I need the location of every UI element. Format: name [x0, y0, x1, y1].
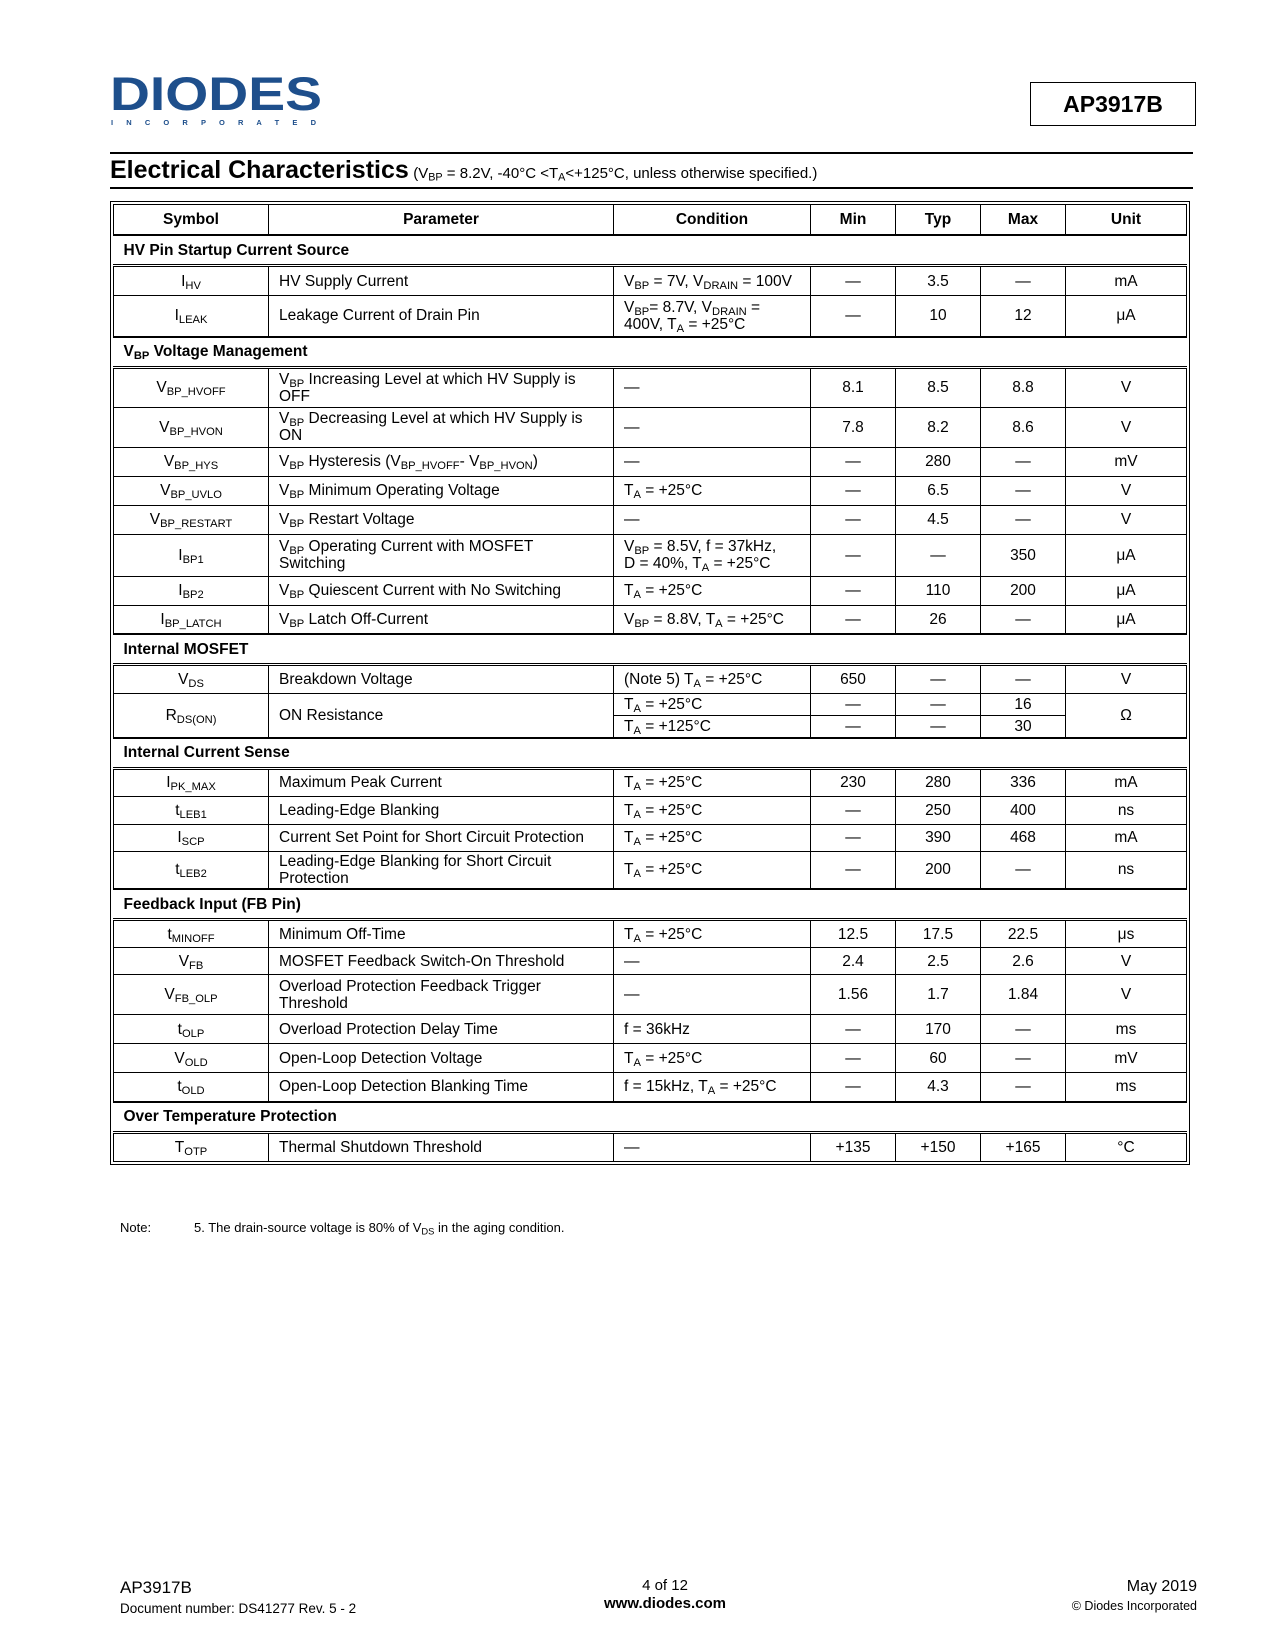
cell-unit: ms — [1066, 1015, 1187, 1044]
cell-min: — — [811, 1015, 896, 1044]
part-number-box — [1030, 82, 1196, 126]
header-typ: Typ — [896, 205, 981, 236]
table-row — [114, 576, 1187, 605]
cell-parameter: HV Supply Current — [269, 266, 614, 296]
cell-parameter: $V_{BP}$ Restart Voltage — [269, 505, 614, 534]
cell-symbol: $I_{BP2}$ — [114, 576, 269, 605]
cell-max: 1.84 — [981, 975, 1066, 1015]
cell-symbol: $t_{OLD}$ — [114, 1073, 269, 1102]
cell-typ: 8.5 — [896, 367, 981, 407]
table-row — [114, 948, 1187, 975]
table-row — [114, 824, 1187, 851]
cell-symbol: $I_{HV}$ — [114, 266, 269, 296]
cell-typ: 4.5 — [896, 505, 981, 534]
cell-typ: — — [896, 665, 981, 694]
table-row — [114, 694, 1187, 716]
cell-unit: V — [1066, 975, 1187, 1015]
cell-condition: — — [614, 447, 811, 476]
cell-min: +135 — [811, 1132, 896, 1161]
cell-parameter: $V_{BP}$ Decreasing Level at which HV Supply is ON — [269, 407, 614, 447]
cell-condition: $V_{BP} = 8.5V$, f = 37kHz, D = 40%, $T_A = +25^\circ C$ — [614, 534, 811, 576]
cell-parameter: Thermal Shutdown Threshold — [269, 1132, 614, 1161]
cell-symbol: $V_{BP\_UVLO}$ — [114, 476, 269, 505]
cell-min: 7.8 — [811, 407, 896, 447]
cell-symbol: $t_{OLP}$ — [114, 1015, 269, 1044]
cell-condition: f = 15kHz, $T_A = +25^\circ C$ — [614, 1073, 811, 1102]
cell-max: — — [981, 505, 1066, 534]
cell-condition: — — [614, 367, 811, 407]
group-feedback-input — [114, 889, 1187, 920]
cell-min: — — [811, 476, 896, 505]
cell-parameter: Open-Loop Detection Blanking Time — [269, 1073, 614, 1102]
cell-unit: V — [1066, 407, 1187, 447]
cell-parameter: $V_{BP}$ Quiescent Current with No Switching — [269, 576, 614, 605]
table-row — [114, 605, 1187, 634]
cell-min: — — [811, 1073, 896, 1102]
footer-doc-number: Document number: DS41277 Rev. 5 - 2 — [120, 1601, 357, 1616]
cell-typ: 200 — [896, 851, 981, 889]
table-row — [114, 447, 1187, 476]
section-conditions: ($V_{BP} = 8.2V$, $-40^\circ C <T_A<+125^\circ C$, unless otherwise specified.) — [413, 165, 818, 184]
footer-url[interactable]: www.diodes.com — [604, 1595, 726, 1612]
cell-min: — — [811, 505, 896, 534]
header-rule-bottom — [110, 187, 1193, 189]
cell-condition: $T_A = +25^\circ C$ — [614, 768, 811, 796]
cell-unit: V — [1066, 948, 1187, 975]
cell-min: — — [811, 576, 896, 605]
cell-condition: $T_A = +25^\circ C$ — [614, 920, 811, 948]
cell-unit: mV — [1066, 1044, 1187, 1073]
cell-parameter: Overload Protection Delay Time — [269, 1015, 614, 1044]
logo-wordmark: DIODES — [110, 70, 322, 120]
cell-min: — — [811, 824, 896, 851]
header-symbol: Symbol — [114, 205, 269, 236]
cell-typ: 4.3 — [896, 1073, 981, 1102]
group-label: Internal MOSFET — [114, 634, 1187, 665]
cell-unit: ns — [1066, 796, 1187, 824]
cell-condition: $T_A = +25^\circ C$ — [614, 851, 811, 889]
cell-max: — — [981, 476, 1066, 505]
cell-typ: 6.5 — [896, 476, 981, 505]
cell-unit: V — [1066, 505, 1187, 534]
cell-condition: $T_A = +25^\circ C$ — [614, 476, 811, 505]
header-max: Max — [981, 205, 1066, 236]
cell-parameter: Open-Loop Detection Voltage — [269, 1044, 614, 1073]
cell-unit: μs — [1066, 920, 1187, 948]
cell-unit: V — [1066, 367, 1187, 407]
cell-max: +165 — [981, 1132, 1066, 1161]
cell-typ: 8.2 — [896, 407, 981, 447]
cell-unit: mV — [1066, 447, 1187, 476]
section-title: Electrical Characteristics — [110, 156, 409, 184]
table-row — [114, 851, 1187, 889]
cell-min: — — [811, 851, 896, 889]
cell-parameter: Leading-Edge Blanking for Short Circuit Protection — [269, 851, 614, 889]
cell-typ: 280 — [896, 447, 981, 476]
footer-left — [120, 1578, 356, 1616]
table-row — [114, 296, 1187, 337]
cell-parameter: ON Resistance — [269, 694, 614, 738]
cell-max: 22.5 — [981, 920, 1066, 948]
cell-condition: — — [614, 505, 811, 534]
section-heading — [110, 156, 817, 185]
cell-symbol: $V_{FB}$ — [114, 948, 269, 975]
group-label: Over Temperature Protection — [114, 1102, 1187, 1133]
cell-unit: μA — [1066, 296, 1187, 337]
cell-symbol: $R_{DS(ON)}$ — [114, 694, 269, 738]
diodes-logo — [110, 70, 335, 130]
table-row — [114, 768, 1187, 796]
cell-max: 336 — [981, 768, 1066, 796]
footer-date: May 2019 — [1126, 1578, 1197, 1595]
cell-typ: 3.5 — [896, 266, 981, 296]
cell-min: — — [811, 694, 896, 716]
header-min: Min — [811, 205, 896, 236]
group-label: Internal Current Sense — [114, 738, 1187, 769]
cell-unit: μA — [1066, 576, 1187, 605]
cell-symbol: $I_{BP1}$ — [114, 534, 269, 576]
cell-max: 200 — [981, 576, 1066, 605]
table-row — [114, 407, 1187, 447]
table-row — [114, 1015, 1187, 1044]
cell-parameter: $V_{BP}$ Operating Current with MOSFET Switching — [269, 534, 614, 576]
group-current-sense — [114, 738, 1187, 769]
cell-max: — — [981, 447, 1066, 476]
cell-min: — — [811, 1044, 896, 1073]
cell-parameter: Minimum Off-Time — [269, 920, 614, 948]
cell-unit: μA — [1066, 605, 1187, 634]
cell-typ: — — [896, 716, 981, 738]
group-over-temperature — [114, 1102, 1187, 1133]
cell-condition: — — [614, 948, 811, 975]
cell-unit: μA — [1066, 534, 1187, 576]
table-row — [114, 1073, 1187, 1102]
table-row — [114, 665, 1187, 694]
group-hv-startup — [114, 235, 1187, 266]
cell-condition: $T_A = +25^\circ C$ — [614, 796, 811, 824]
cell-max: 12 — [981, 296, 1066, 337]
header-unit: Unit — [1066, 205, 1187, 236]
cell-condition: $T_A = +125^\circ C$ — [614, 716, 811, 738]
cell-condition: $V_{BP} = 7V$, $V_{DRAIN} = 100V$ — [614, 266, 811, 296]
cell-max: 2.6 — [981, 948, 1066, 975]
footer-right — [1072, 1578, 1197, 1613]
cell-unit: V — [1066, 665, 1187, 694]
table-row — [114, 266, 1187, 296]
cell-typ: 1.7 — [896, 975, 981, 1015]
cell-min: 1.56 — [811, 975, 896, 1015]
cell-max: — — [981, 605, 1066, 634]
cell-symbol: $I_{SCP}$ — [114, 824, 269, 851]
cell-min: — — [811, 716, 896, 738]
cell-typ: 280 — [896, 768, 981, 796]
table-row — [114, 476, 1187, 505]
cell-max: — — [981, 266, 1066, 296]
group-label: HV Pin Startup Current Source — [114, 235, 1187, 266]
cell-symbol: $V_{BP\_HVON}$ — [114, 407, 269, 447]
cell-typ: 60 — [896, 1044, 981, 1073]
cell-unit: ns — [1066, 851, 1187, 889]
cell-max: — — [981, 1015, 1066, 1044]
cell-typ: — — [896, 694, 981, 716]
cell-symbol: $V_{OLD}$ — [114, 1044, 269, 1073]
cell-max: 8.6 — [981, 407, 1066, 447]
cell-symbol: $V_{BP\_HYS}$ — [114, 447, 269, 476]
cell-min: — — [811, 605, 896, 634]
cell-unit: Ω — [1066, 694, 1187, 738]
cell-max: 468 — [981, 824, 1066, 851]
cell-unit: ms — [1066, 1073, 1187, 1102]
group-internal-mosfet — [114, 634, 1187, 665]
cell-symbol: $V_{FB\_OLP}$ — [114, 975, 269, 1015]
cell-min: 230 — [811, 768, 896, 796]
note-text: 5. The drain-source voltage is 80% of $V_{DS}$ in the aging condition. — [194, 1220, 565, 1237]
cell-unit: mA — [1066, 266, 1187, 296]
cell-condition: $T_A = +25^\circ C$ — [614, 694, 811, 716]
cell-unit: V — [1066, 476, 1187, 505]
note-label: Note: — [120, 1220, 152, 1235]
cell-unit: mA — [1066, 768, 1187, 796]
footer-part: AP3917B — [120, 1578, 192, 1597]
cell-typ: 110 — [896, 576, 981, 605]
cell-max: — — [981, 1044, 1066, 1073]
cell-min: — — [811, 534, 896, 576]
cell-symbol: $t_{LEB1}$ — [114, 796, 269, 824]
footer-copyright: © Diodes Incorporated — [1071, 1599, 1197, 1613]
table-header-row — [114, 205, 1187, 236]
cell-min: — — [811, 447, 896, 476]
cell-symbol: $V_{BP\_RESTART}$ — [114, 505, 269, 534]
cell-max: — — [981, 665, 1066, 694]
cell-parameter: $V_{BP}$ Increasing Level at which HV Supply is OFF — [269, 367, 614, 407]
cell-symbol: $V_{DS}$ — [114, 665, 269, 694]
cell-max: 30 — [981, 716, 1066, 738]
cell-parameter: Leakage Current of Drain Pin — [269, 296, 614, 337]
cell-parameter: $V_{BP}$ Latch Off-Current — [269, 605, 614, 634]
cell-condition: $T_A = +25^\circ C$ — [614, 824, 811, 851]
cell-min: 8.1 — [811, 367, 896, 407]
logo-subtext: I N C O R P O R A T E D — [111, 118, 316, 127]
footer-center — [560, 1577, 770, 1612]
cell-max: 350 — [981, 534, 1066, 576]
group-label: Feedback Input (FB Pin) — [114, 889, 1187, 920]
cell-unit: °C — [1066, 1132, 1187, 1161]
electrical-characteristics-table — [110, 201, 1190, 1165]
cell-max: — — [981, 1073, 1066, 1102]
cell-max: 400 — [981, 796, 1066, 824]
cell-min: 12.5 — [811, 920, 896, 948]
cell-symbol: $t_{MINOFF}$ — [114, 920, 269, 948]
table-row — [114, 367, 1187, 407]
cell-typ: 17.5 — [896, 920, 981, 948]
cell-typ: 26 — [896, 605, 981, 634]
table-row — [114, 975, 1187, 1015]
cell-typ: — — [896, 534, 981, 576]
cell-typ: +150 — [896, 1132, 981, 1161]
table-note — [120, 1220, 564, 1235]
cell-min: — — [811, 296, 896, 337]
cell-parameter: Breakdown Voltage — [269, 665, 614, 694]
cell-typ: 390 — [896, 824, 981, 851]
header-parameter: Parameter — [269, 205, 614, 236]
cell-symbol: $T_{OTP}$ — [114, 1132, 269, 1161]
cell-typ: 170 — [896, 1015, 981, 1044]
cell-parameter: Leading-Edge Blanking — [269, 796, 614, 824]
cell-max: 8.8 — [981, 367, 1066, 407]
header-rule-top — [110, 152, 1193, 154]
cell-condition: — — [614, 975, 811, 1015]
cell-symbol: $I_{BP\_LATCH}$ — [114, 605, 269, 634]
table-row — [114, 1132, 1187, 1161]
cell-symbol: $I_{PK\_MAX}$ — [114, 768, 269, 796]
group-vbp-management — [114, 337, 1187, 368]
cell-symbol: $I_{LEAK}$ — [114, 296, 269, 337]
table-row — [114, 534, 1187, 576]
cell-parameter: Current Set Point for Short Circuit Protection — [269, 824, 614, 851]
cell-typ: 2.5 — [896, 948, 981, 975]
cell-max: 16 — [981, 694, 1066, 716]
table-row — [114, 505, 1187, 534]
header-condition: Condition — [614, 205, 811, 236]
cell-min: — — [811, 796, 896, 824]
cell-condition: — — [614, 1132, 811, 1161]
cell-min: 2.4 — [811, 948, 896, 975]
cell-min: — — [811, 266, 896, 296]
cell-parameter: Maximum Peak Current — [269, 768, 614, 796]
cell-parameter: Overload Protection Feedback Trigger Threshold — [269, 975, 614, 1015]
cell-condition: $V_{BP} = 8.8V$, $T_A = +25^\circ C$ — [614, 605, 811, 634]
table-row — [114, 920, 1187, 948]
cell-condition: $T_A = +25^\circ C$ — [614, 1044, 811, 1073]
cell-parameter: $V_{BP}$ Minimum Operating Voltage — [269, 476, 614, 505]
cell-condition: f = 36kHz — [614, 1015, 811, 1044]
cell-condition: — — [614, 407, 811, 447]
cell-condition: $V_{BP}= 8.7V$, $V_{DRAIN}$ = 400V, $T_A = +25^\circ C$ — [614, 296, 811, 337]
cell-parameter: MOSFET Feedback Switch-On Threshold — [269, 948, 614, 975]
table-row — [114, 1044, 1187, 1073]
footer-page: 4 of 12 — [642, 1577, 688, 1594]
table-row — [114, 796, 1187, 824]
cell-max: — — [981, 851, 1066, 889]
part-number: AP3917B — [1063, 90, 1163, 117]
cell-unit: mA — [1066, 824, 1187, 851]
cell-typ: 250 — [896, 796, 981, 824]
cell-min: 650 — [811, 665, 896, 694]
group-label: $V_{BP}$ Voltage Management — [114, 337, 1187, 368]
cell-symbol: $V_{BP\_HVOFF}$ — [114, 367, 269, 407]
cell-condition: (Note 5) $T_A = +25^\circ C$ — [614, 665, 811, 694]
cell-symbol: $t_{LEB2}$ — [114, 851, 269, 889]
cell-condition: $T_A = +25^\circ C$ — [614, 576, 811, 605]
cell-typ: 10 — [896, 296, 981, 337]
cell-parameter: $V_{BP}$ Hysteresis ($V_{BP\_HVOFF}-$ $V_{BP\_HVON}$) — [269, 447, 614, 476]
